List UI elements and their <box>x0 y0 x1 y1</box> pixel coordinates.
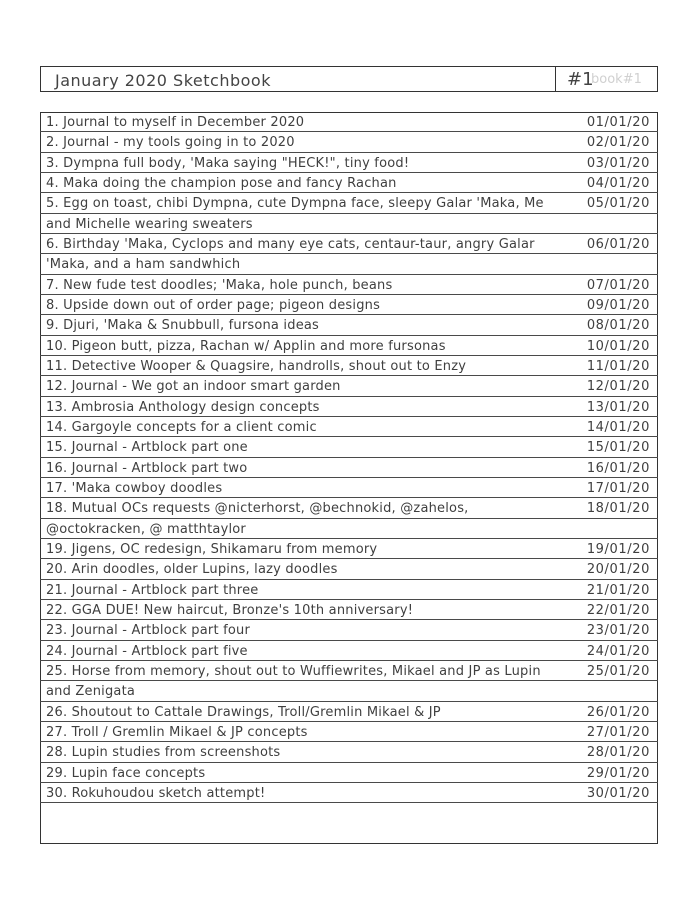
entry-text: 10. Pigeon butt, pizza, Rachan w/ Applin and more fursonas <box>46 338 446 354</box>
entry-date: 01/01/20 <box>586 115 650 130</box>
entry-date: 20/01/20 <box>586 562 650 578</box>
list-item <box>40 356 658 376</box>
entry-text: 24. Journal - Artblock part five <box>46 643 248 659</box>
entry-date: 04/01/20 <box>586 175 650 191</box>
entry-text: 4. Maka doing the champion pose and fancy Rachan <box>46 175 397 191</box>
list-item <box>40 702 658 722</box>
entry-date: 30/01/20 <box>586 785 650 801</box>
entry-date: 29/01/20 <box>586 765 650 781</box>
entry-date: 21/01/20 <box>586 582 650 598</box>
header-divider <box>555 67 556 91</box>
entry-date: 28/01/20 <box>586 745 650 761</box>
entry-text: 6. Birthday 'Maka, Cyclops and many eye cats, centaur-taur, angry Galar 'Maka, and a ham sandwhich <box>46 236 535 273</box>
list-item <box>40 417 658 437</box>
entry-text: 27. Troll / Gremlin Mikael & JP concepts <box>46 724 308 740</box>
entry-text: 23. Journal - Artblock part four <box>46 623 250 639</box>
list-item <box>40 763 658 783</box>
list-item <box>40 559 658 579</box>
list-item <box>40 193 658 234</box>
entry-text: 19. Jigens, OC redesign, Shikamaru from memory <box>46 541 378 557</box>
list-item <box>40 376 658 396</box>
list-item <box>40 173 658 193</box>
entry-date: 12/01/20 <box>586 379 650 395</box>
entry-date: 05/01/20 <box>586 196 650 212</box>
list-item <box>40 742 658 762</box>
entry-text: 12. Journal - We got an indoor smart garden <box>46 379 341 395</box>
entry-date: 16/01/20 <box>586 460 650 476</box>
entry-text: 26. Shoutout to Cattale Drawings, Troll/Gremlin Mikael & JP <box>46 704 441 720</box>
entry-date: 13/01/20 <box>586 399 650 415</box>
entry-text: 15. Journal - Artblock part one <box>46 440 248 456</box>
entry-date: 09/01/20 <box>586 297 650 313</box>
entry-date: 25/01/20 <box>586 663 650 679</box>
entry-date: 02/01/20 <box>586 135 650 151</box>
list-item <box>40 498 658 539</box>
entry-date: 18/01/20 <box>586 501 650 517</box>
entry-text: 14. Gargoyle concepts for a client comic <box>46 419 317 435</box>
list-item <box>40 641 658 661</box>
list-item <box>40 580 658 600</box>
list-item <box>40 315 658 335</box>
entry-date: 24/01/20 <box>586 643 650 659</box>
entry-text: 22. GGA DUE! New haircut, Bronze's 10th anniversary! <box>46 602 414 618</box>
entry-date: 06/01/20 <box>586 236 650 252</box>
entry-list <box>40 112 658 803</box>
header-box <box>40 66 658 92</box>
entry-date: 22/01/20 <box>586 602 650 618</box>
book-number: #1 <box>567 69 594 90</box>
entry-text: 25. Horse from memory, shout out to Wuffiewrites, Mikael and JP as Lupin and Zenigata <box>46 663 541 700</box>
entry-date: 14/01/20 <box>586 419 650 435</box>
entry-text: 29. Lupin face concepts <box>46 765 206 781</box>
entry-text: 1. Journal to myself in December 2020 <box>46 115 305 130</box>
entry-text: 8. Upside down out of order page; pigeon designs <box>46 297 381 313</box>
list-item <box>40 478 658 498</box>
entry-text: 9. Djuri, 'Maka & Snubbull, fursona ideas <box>46 318 320 334</box>
list-item <box>40 132 658 152</box>
entry-date: 17/01/20 <box>586 480 650 496</box>
entry-date: 08/01/20 <box>586 318 650 334</box>
entry-date: 26/01/20 <box>586 704 650 720</box>
entry-date: 07/01/20 <box>586 277 650 293</box>
entry-text: 13. Ambrosia Anthology design concepts <box>46 399 320 415</box>
entry-date: 11/01/20 <box>586 358 650 374</box>
entry-text: 7. New fude test doodles; 'Maka, hole punch, beans <box>46 277 393 293</box>
entry-text: 16. Journal - Artblock part two <box>46 460 248 476</box>
list-item <box>40 275 658 295</box>
entry-date: 15/01/20 <box>586 440 650 456</box>
list-item <box>40 620 658 640</box>
entry-date: 03/01/20 <box>586 155 650 171</box>
entry-date: 23/01/20 <box>586 623 650 639</box>
entry-text: 5. Egg on toast, chibi Dympna, cute Dympna face, sleepy Galar 'Maka, Me and Michelle wearing sweaters <box>46 196 544 232</box>
book-number-ghost: book#1 <box>591 72 642 87</box>
list-item <box>40 153 658 173</box>
entry-date: 19/01/20 <box>586 541 650 557</box>
entry-text: 2. Journal - my tools going in to 2020 <box>46 135 295 151</box>
page-title: January 2020 Sketchbook <box>55 71 271 90</box>
list-item <box>40 437 658 457</box>
entry-text: 30. Rokuhoudou sketch attempt! <box>46 785 266 801</box>
list-item <box>40 234 658 275</box>
entry-date: 27/01/20 <box>586 724 650 740</box>
list-item <box>40 397 658 417</box>
entry-text: 3. Dympna full body, 'Maka saying "HECK!", tiny food! <box>46 155 410 171</box>
list-item <box>40 458 658 478</box>
entry-text: 17. 'Maka cowboy doodles <box>46 480 223 496</box>
list-item <box>40 722 658 742</box>
list-item <box>40 783 658 803</box>
entry-date: 10/01/20 <box>586 338 650 354</box>
list-item <box>40 539 658 559</box>
entry-text: 20. Arin doodles, older Lupins, lazy doodles <box>46 562 338 578</box>
list-item <box>40 600 658 620</box>
entry-text: 11. Detective Wooper & Quagsire, handrolls, shout out to Enzy <box>46 358 467 374</box>
list-item <box>40 112 658 132</box>
entry-text: 28. Lupin studies from screenshots <box>46 745 281 761</box>
list-item <box>40 295 658 315</box>
list-item <box>40 661 658 702</box>
entry-text: 21. Journal - Artblock part three <box>46 582 259 598</box>
list-item <box>40 336 658 356</box>
entry-text: 18. Mutual OCs requests @nicterhorst, @bechnokid, @zahelos, @octokracken, @ matthtaylor <box>46 501 469 537</box>
